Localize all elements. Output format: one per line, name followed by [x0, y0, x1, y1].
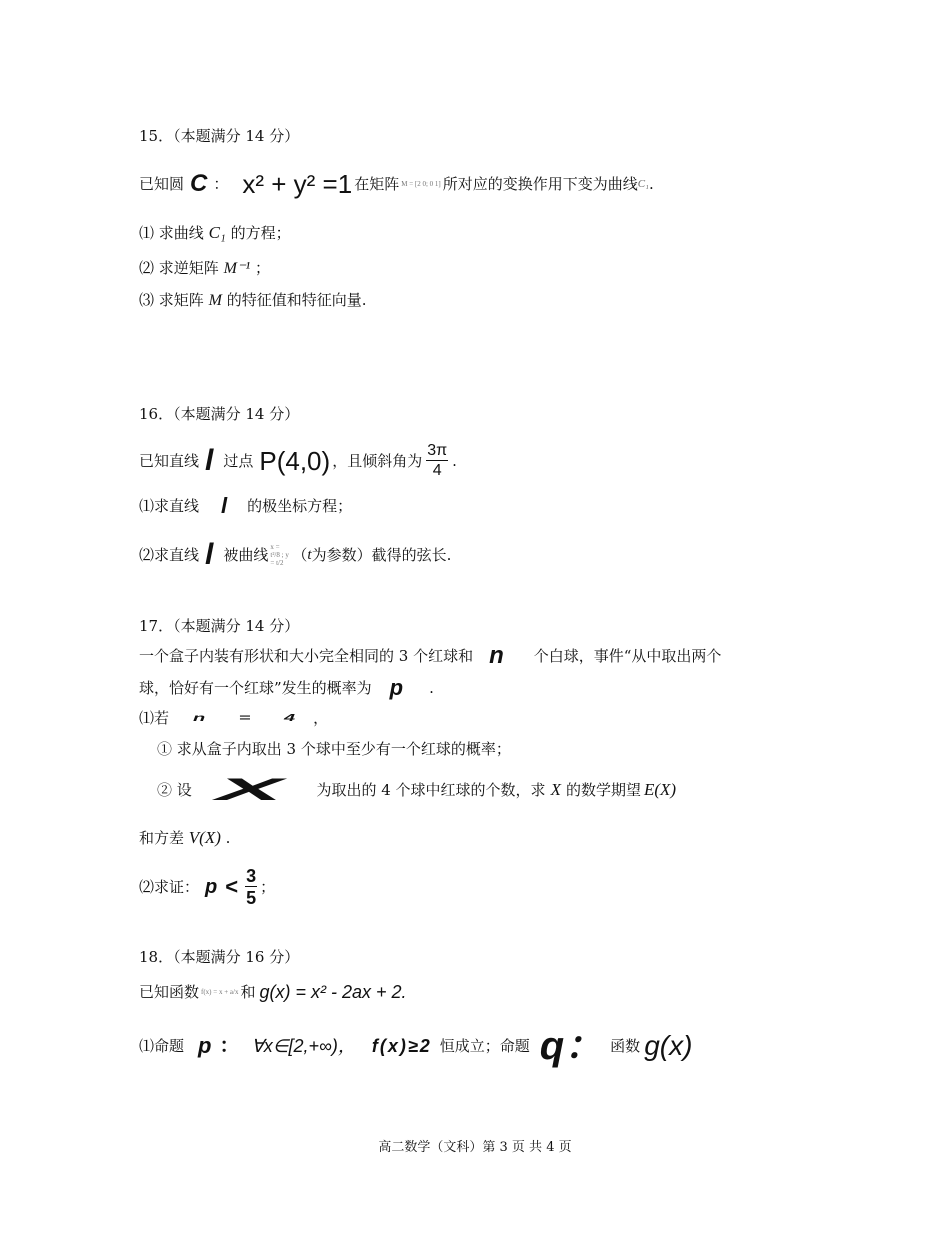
page-footer: 高二数学（文科）第 3 页 共 4 页 [378, 1140, 572, 1155]
q17-line-var [139, 828, 230, 848]
q17-part1-end: ， [313, 709, 329, 727]
q16-intro-a: 已知直线 [139, 452, 200, 470]
q16-part1 [139, 493, 353, 518]
q16-part2-math: l [205, 538, 214, 571]
q16-part2-text-d: 为参数）截得的弦长. [311, 546, 452, 564]
q16-header: 16．（本题满分 14 分） [139, 405, 300, 423]
q15-equation: x² + y² =1 [242, 169, 353, 199]
q15-circle-name: C [190, 170, 208, 197]
q15-part2-text-b: ； [254, 259, 270, 277]
q15-period: . [648, 175, 654, 193]
q17-part2 [139, 864, 275, 910]
q15-part1-num: ⑴ [139, 224, 155, 242]
q17-part2-frac-den: 5 [246, 888, 257, 908]
q16-line-name: l [205, 444, 214, 477]
q17-sub2-c: 的数学期望 [565, 781, 641, 799]
q18-intro-b: 和 [240, 983, 256, 1001]
q17-part2-frac-num: 3 [246, 866, 257, 886]
q18-part1-b: 恒成立；命题 [439, 1037, 530, 1055]
q16-intro-c: ，且倾斜角为 [332, 452, 423, 470]
q17-line1-b: 个白球，事件“从中取出两个 [533, 647, 722, 665]
q17-line-var-math: V(X) [188, 828, 221, 847]
q15-part1-text-a: 求曲线 [158, 224, 204, 242]
q15-header: 15．（本题满分 14 分） [139, 127, 300, 145]
q16-intro-b: 过点 [223, 452, 254, 470]
q16-angle-fraction [426, 443, 448, 479]
q17-part1-a: 若 [154, 709, 170, 727]
q17-sub2-b: 为取出的 4 个球中红球的个数，求 [316, 781, 546, 799]
q18-g-def: g(x) = x² - 2ax + 2. [259, 982, 407, 1002]
q18-part1-f: f(x)≥2 [371, 1036, 432, 1056]
q17-sub2-var2: X [550, 780, 561, 799]
q17-sub1: ① 求从盒子内取出 3 个球中至少有一个红球的概率； [157, 740, 511, 758]
q18-part1-num: ⑴ [139, 1037, 155, 1055]
q17-line2-a: 球，恰好有一个红球”发生的概率为 [139, 679, 372, 697]
q15-part2 [139, 258, 270, 279]
q16-intro-end: . [452, 452, 457, 470]
q15-part2-text-a: 求逆矩阵 [158, 259, 219, 277]
q16-part2 [139, 530, 451, 580]
q15-part3-math: M [208, 292, 222, 309]
q18-header: 18．（本题满分 16 分） [139, 948, 300, 966]
q17-line1 [139, 642, 722, 669]
q15-curve-name: C₁ [637, 178, 649, 190]
q15-part2-math: M⁻¹ [223, 260, 251, 277]
q18-intro [139, 978, 407, 1006]
q16-angle-den: 4 [432, 462, 442, 479]
q17-sub2 [157, 770, 676, 810]
q17-part2-lt: < [225, 874, 239, 899]
q15-part3-text-a: 求矩阵 [158, 291, 204, 309]
q15-part1-math: C₁ [208, 223, 226, 242]
q18-part1-p: p [198, 1033, 212, 1058]
q15-intro-prefix: 已知圆 [139, 175, 185, 193]
q18-part1-q: q： [539, 1024, 605, 1068]
q15-intro [139, 166, 654, 202]
q17-line-var-end: . [225, 829, 231, 847]
q15-part1 [139, 223, 291, 243]
q16-part1-num: ⑴ [139, 497, 155, 515]
q18-intro-a: 已知函数 [139, 983, 200, 1001]
q17-sub2-a: ② 设 [157, 781, 192, 799]
q17-sub2-ex: E(X) [643, 780, 677, 799]
q17-part1 [139, 708, 328, 728]
q15-matrix-small: M = [2 0; 0 1] [401, 180, 441, 188]
q17-line2-var: p [389, 675, 404, 700]
q16-part2-text-c: （ [292, 546, 308, 564]
q16-part2-text-a: 求直线 [154, 546, 200, 564]
q16-angle-num: 3π [427, 442, 448, 459]
q15-intro-mid: 在矩阵 [354, 175, 400, 193]
q18-part1-colon: ： [219, 1035, 240, 1057]
q16-part1-text-b: 的极坐标方程； [247, 497, 353, 515]
q17-part1-num: ⑴ [139, 709, 155, 727]
q17-part2-a: 求证： [154, 878, 200, 896]
q17-part2-fraction [245, 867, 257, 907]
q15-part3-text-b: 的特征值和特征向量. [226, 291, 367, 309]
q18-part1-g: g(x) [644, 1030, 693, 1061]
q16-part1-math: l [221, 493, 228, 518]
q17-part2-num: ⑵ [139, 878, 155, 896]
q17-line2-end: . [429, 679, 434, 697]
q16-part2-text-b: 被曲线 [223, 546, 269, 564]
q15-part2-num: ⑵ [139, 259, 155, 277]
q17-sub2-var: X [216, 772, 283, 808]
q15-part3-num: ⑶ [139, 291, 155, 309]
q17-line1-var: n [489, 642, 504, 669]
q17-part2-p: p [205, 876, 218, 898]
q18-part1 [139, 1024, 692, 1068]
q18-f-small: f(x) = x + a/x [201, 988, 239, 996]
q16-part1-text-a: 求直线 [154, 497, 200, 515]
q17-line1-a: 一个盒子内装有形状和大小完全相同的 3 个红球和 [139, 647, 474, 665]
q17-header: 17．（本题满分 14 分） [139, 617, 300, 635]
q17-part1-math: n = 4 [193, 712, 310, 724]
q18-part1-a: 命题 [154, 1037, 185, 1055]
q17-line-var-a: 和方差 [139, 829, 185, 847]
q18-part1-forall: ∀x∈[2,+∞)， [251, 1036, 356, 1056]
q15-intro-suffix: 所对应的变换作用下变为曲线 [442, 175, 638, 193]
q16-part2-num: ⑵ [139, 546, 155, 564]
q15-part1-text-b: 的方程； [230, 224, 291, 242]
q15-part3 [139, 290, 366, 311]
q16-param-small: x = t²/8 ; y = t/2 [270, 543, 289, 567]
q16-part2-param-var: t [307, 547, 312, 563]
q17-part2-end: ； [260, 878, 276, 896]
q16-point: P(4,0) [259, 446, 331, 476]
q18-part1-c: 函数 [610, 1037, 641, 1055]
q16-intro [139, 438, 457, 484]
q15-colon: ： [213, 175, 229, 193]
q17-line2 [139, 675, 434, 700]
